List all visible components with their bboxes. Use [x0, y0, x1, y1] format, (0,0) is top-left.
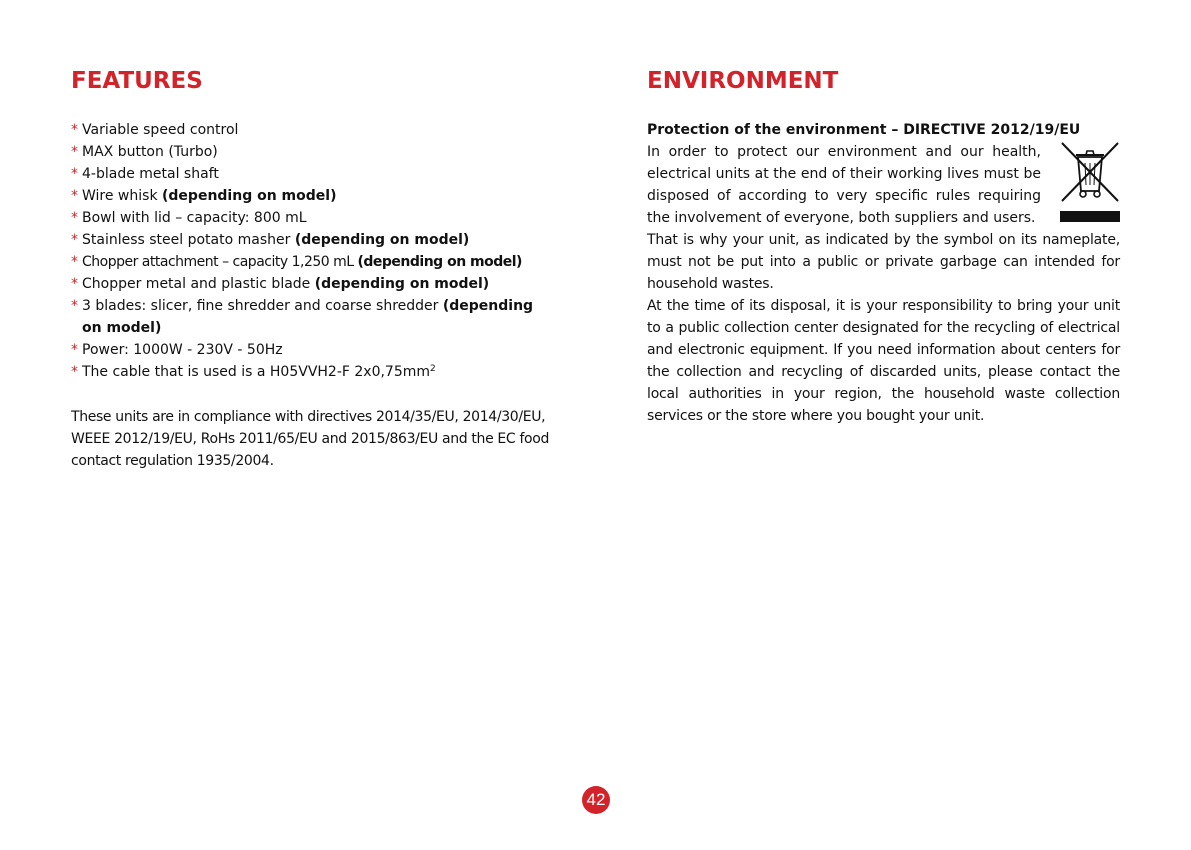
asterisk-bullet-icon: *: [71, 232, 78, 248]
list-item: * The cable that is used is a H05VVH2-F $2x0,75mm^2$: [71, 361, 549, 383]
list-item: * Variable speed control: [71, 119, 549, 141]
list-item: * Chopper attachment – capacity 1,250 mL (depending on model): [71, 251, 549, 273]
list-item: * Chopper metal and plastic blade (depending on model): [71, 273, 549, 295]
asterisk-bullet-icon: *: [71, 298, 78, 314]
asterisk-bullet-icon: *: [71, 254, 78, 270]
features-list: [71, 119, 549, 383]
environment-paragraph: At the time of its disposal, it is your responsibility to bring your unit to a public collection center designated for the recycling of electrical and electronic equipment. If you need information about centers for the collection and recycling of discarded units, please contact the local authorities in your region, the household waste collection services or the store where you bought your unit.: [647, 298, 1120, 424]
compliance-statement: These units are in compliance with directives 2014/35/EU, 2014/30/EU, WEEE 2012/19/EU, RoHs 2011/65/EU and 2015/863/EU and the EC food contact regulation 1935/2004.: [71, 409, 550, 469]
environment-intro-text: In order to protect our environment and our health, electrical units at the end of their working lives must be disposed of according to very specific rules requiring the involvement of everyone, both suppliers and users.: [647, 144, 1041, 226]
features-section: [71, 64, 549, 472]
asterisk-bullet-icon: *: [71, 188, 78, 204]
asterisk-bullet-icon: *: [71, 166, 78, 182]
environment-heading: ENVIRONMENT: [647, 68, 839, 94]
list-item: * Power: 1000W - 230V - 50Hz: [71, 339, 549, 361]
environment-intro-block: [647, 141, 1120, 229]
list-item: * 4-blade metal shaft: [71, 163, 549, 185]
crossed-out-wheelie-bin-icon: [1060, 141, 1120, 223]
environment-section: [647, 64, 1120, 427]
asterisk-bullet-icon: *: [71, 276, 78, 292]
asterisk-bullet-icon: *: [71, 144, 78, 160]
list-item: * 3 blades: slicer, fine shredder and coarse shredder (depending on model): [71, 295, 549, 339]
list-item: * Wire whisk (depending on model): [71, 185, 549, 207]
environment-subtitle: Protection of the environment – DIRECTIVE 2012/19/EU: [647, 122, 1081, 138]
asterisk-bullet-icon: *: [71, 342, 78, 358]
list-item: * Bowl with lid – capacity: 800 mL: [71, 207, 549, 229]
list-item: * MAX button (Turbo): [71, 141, 549, 163]
list-item: * Stainless steel potato masher (depending on model): [71, 229, 549, 251]
page-number-badge: 42: [582, 786, 610, 814]
asterisk-bullet-icon: *: [71, 210, 78, 226]
asterisk-bullet-icon: *: [71, 122, 78, 138]
features-heading: FEATURES: [71, 68, 203, 94]
asterisk-bullet-icon: *: [71, 364, 78, 380]
environment-paragraph: That is why your unit, as indicated by the symbol on its nameplate, must not be put into a public or private garbage can intended for household wastes.: [647, 232, 1120, 292]
